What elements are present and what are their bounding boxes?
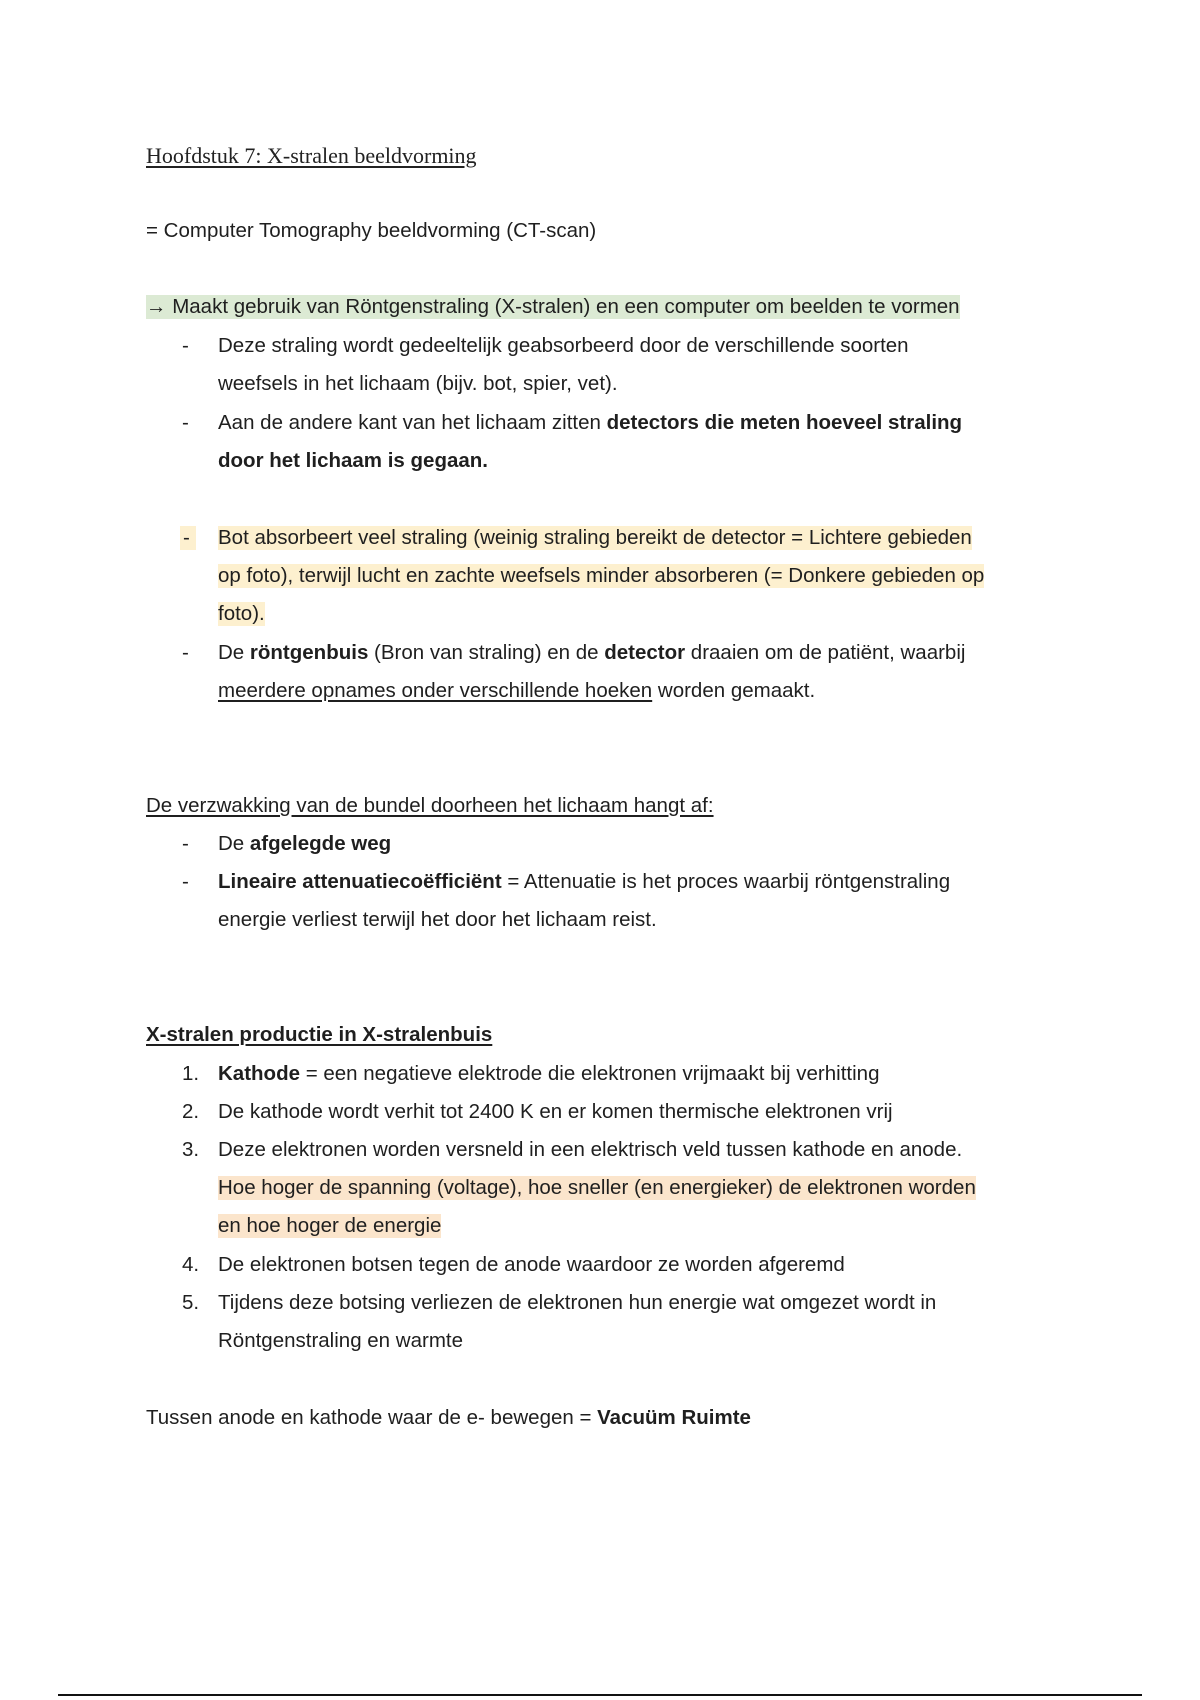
attenuation-item-2-text: = Attenuatie is het proces waarbij röntgenstraling [501, 870, 951, 893]
bullet-marker: - [182, 870, 189, 893]
production-step-1 [218, 1062, 879, 1086]
bullet-1-line-2: weefsels in het lichaam (bijv. bot, spier, vet). [218, 372, 618, 395]
bullet-4-bold-detector: detector [604, 641, 686, 664]
list-number-4: 4. [182, 1253, 200, 1276]
bullet-1-line-1: Deze straling wordt gedeeltelijk geabsorbeerd door de verschillende soorten [218, 334, 909, 357]
production-step-4: De elektronen botsen tegen de anode waardoor ze worden afgeremd [218, 1253, 845, 1276]
bullet-4-text-d: worden gemaakt. [652, 679, 816, 702]
bullet-4-bold-rontgenbuis: röntgenbuis [249, 641, 369, 664]
bullet-4-text-b: (Bron van straling) en de [368, 641, 605, 664]
bullet-marker: - [182, 641, 189, 664]
bullet-2-bold-text: detectors die meten hoeveel straling [606, 411, 963, 434]
bullet-2-text: Aan de andere kant van het lichaam zitten [218, 411, 607, 434]
bullet-2-line-1 [218, 411, 962, 435]
attenuation-item-2 [218, 870, 950, 894]
closing-bold: Vacuüm Ruimte [597, 1406, 751, 1429]
attenuation-item-1 [218, 832, 391, 856]
production-step-2: De kathode wordt verhit tot 2400 K en er komen thermische elektronen vrij [218, 1100, 893, 1123]
bullet-marker: - [180, 526, 196, 550]
list-number-5: 5. [182, 1291, 200, 1314]
bullet-marker: - [182, 832, 189, 855]
production-step-5-line-1: Tijdens deze botsing verliezen de elektronen hun energie wat omgezet wordt in [218, 1291, 937, 1314]
production-step-1-bold: Kathode [218, 1062, 300, 1085]
production-step-1-text: = een negatieve elektrode die elektronen vrijmaakt bij verhitting [300, 1062, 880, 1085]
attenuation-heading: De verzwakking van de bundel doorheen het lichaam hangt af: [146, 794, 714, 817]
bullet-4-underlined-text: meerdere opnames onder verschillende hoeken [218, 679, 653, 702]
list-number-1: 1. [182, 1062, 200, 1085]
bullet-marker: - [182, 411, 189, 434]
bullet-4-line-1 [218, 641, 965, 665]
bullet-marker: - [182, 334, 189, 357]
bullet-4-line-2 [218, 679, 815, 703]
production-step-3-line-1: Deze elektronen worden versneld in een elektrisch veld tussen kathode en anode. [218, 1138, 963, 1161]
attenuation-item-2-bold: Lineaire attenuatiecoëfficiënt [218, 870, 502, 893]
bullet-2-line-2: door het lichaam is gegaan. [218, 449, 488, 472]
intro-line: → Maakt gebruik van Röntgenstraling (X-stralen) en een computer om beelden te vormen [146, 295, 960, 318]
bullet-3-line-2: op foto), terwijl lucht en zachte weefsels minder absorberen (= Donkere gebieden op [218, 564, 985, 587]
attenuation-item-1-text: De [218, 832, 250, 855]
production-step-5-line-2: Röntgenstraling en warmte [218, 1329, 463, 1352]
attenuation-item-2-line-2: energie verliest terwijl het door het lichaam reist. [218, 908, 657, 931]
production-step-3-line-3: en hoe hoger de energie [218, 1214, 442, 1237]
bullet-4-text-a: De [218, 641, 250, 664]
bullet-3-line-3: foto). [218, 602, 265, 625]
bottom-divider [58, 1694, 1142, 1696]
closing-line [146, 1406, 751, 1430]
page-title: Hoofdstuk 7: X-stralen beeldvorming [146, 143, 477, 168]
list-number-2: 2. [182, 1100, 200, 1123]
production-step-3-line-2: Hoe hoger de spanning (voltage), hoe sneller (en energieker) de elektronen worden [218, 1176, 976, 1199]
closing-text: Tussen anode en kathode waar de e- bewegen = [146, 1406, 598, 1429]
list-number-3: 3. [182, 1138, 200, 1161]
definition-line: = Computer Tomography beeldvorming (CT-scan) [146, 219, 597, 242]
attenuation-item-1-bold: afgelegde weg [249, 832, 392, 855]
bullet-4-text-c: draaien om de patiënt, waarbij [685, 641, 966, 664]
production-heading: X-stralen productie in X-stralenbuis [146, 1023, 493, 1046]
bullet-3-line-1: Bot absorbeert veel straling (weinig straling bereikt de detector = Lichtere gebieden [218, 526, 972, 549]
